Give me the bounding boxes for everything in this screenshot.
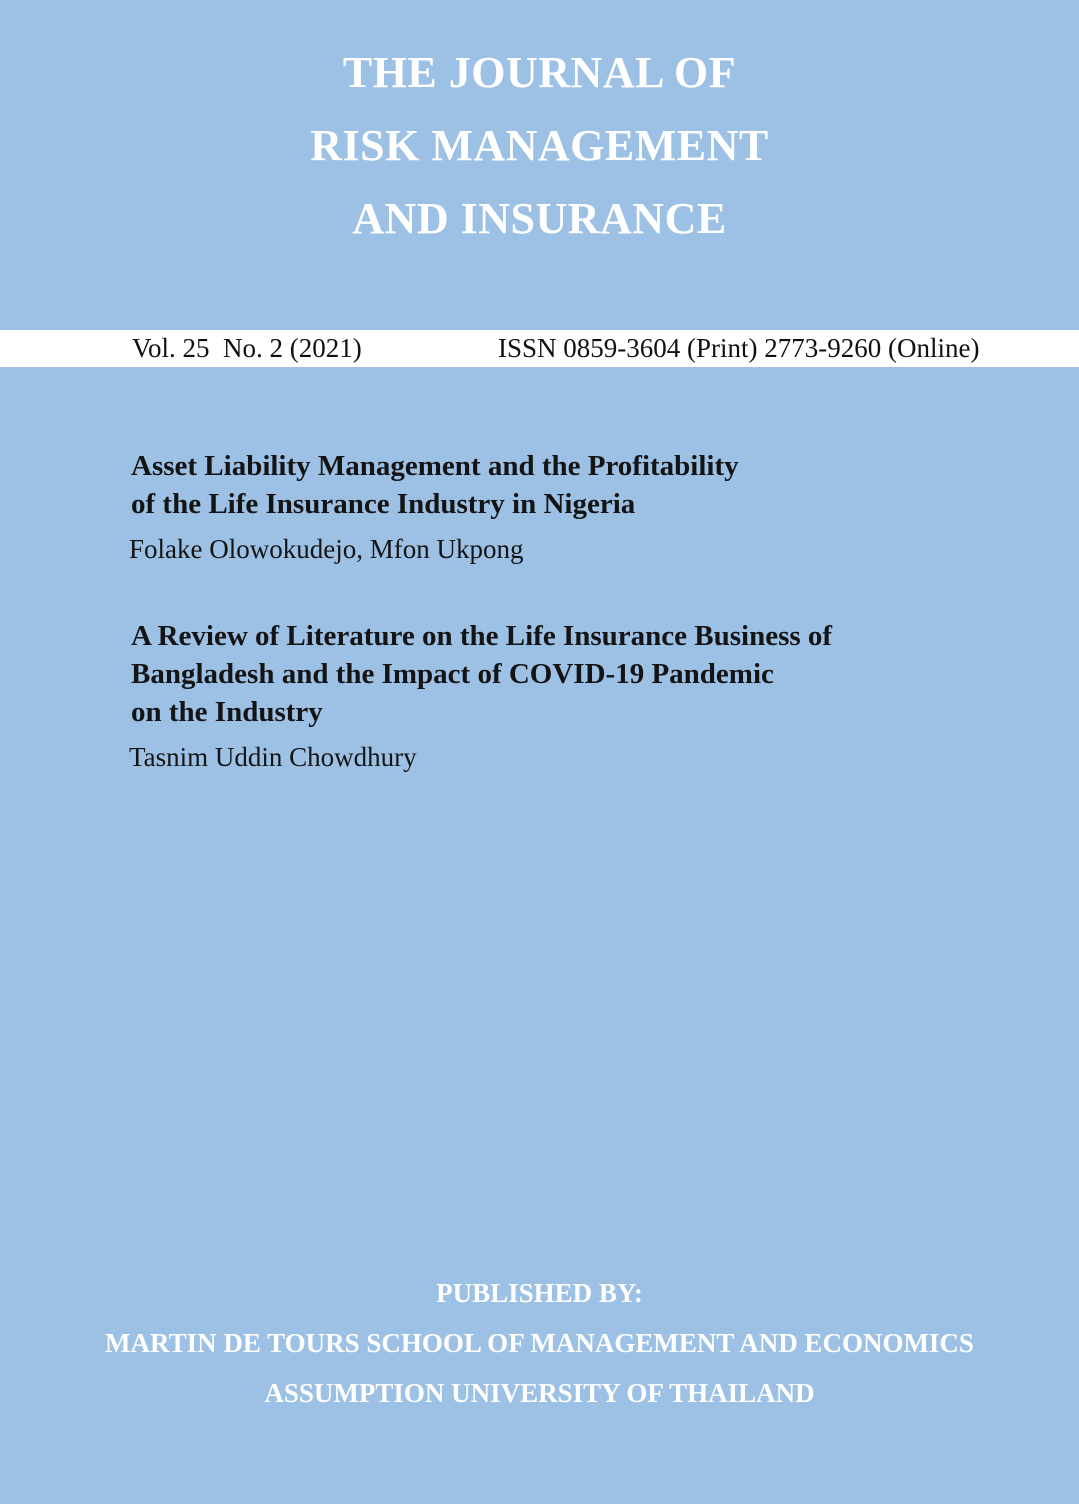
article-title-line: A Review of Literature on the Life Insurance Business of xyxy=(131,620,833,652)
article-authors: Folake Olowokudejo, Mfon Ukpong xyxy=(129,534,524,564)
publisher-block xyxy=(0,1268,1079,1418)
article-entry xyxy=(131,617,991,773)
article-title xyxy=(131,447,991,523)
article-authors: Tasnim Uddin Chowdhury xyxy=(129,742,417,772)
article-title-line: Bangladesh and the Impact of COVID-19 Pandemic xyxy=(131,658,774,690)
publisher-university: ASSUMPTION UNIVERSITY OF THAILAND xyxy=(264,1378,815,1408)
article-title-line: Asset Liability Management and the Profitability xyxy=(131,450,739,482)
journal-title-line: THE JOURNAL OF xyxy=(342,48,737,97)
journal-title xyxy=(0,36,1079,255)
issue-band xyxy=(0,330,1079,367)
article-title-line: on the Industry xyxy=(131,696,323,728)
journal-title-line: RISK MANAGEMENT xyxy=(310,121,769,170)
publisher-heading: PUBLISHED BY: xyxy=(436,1278,643,1308)
issue-volume: Vol. 25 No. 2 (2021) xyxy=(132,333,362,363)
issue-issn: ISSN 0859-3604 (Print) 2773-9260 (Online) xyxy=(498,333,980,363)
article-entry xyxy=(131,447,991,565)
article-title xyxy=(131,617,991,731)
journal-title-line: AND INSURANCE xyxy=(352,194,727,243)
publisher-school: MARTIN DE TOURS SCHOOL OF MANAGEMENT AND ECONOMICS xyxy=(105,1328,974,1358)
article-title-line: of the Life Insurance Industry in Nigeria xyxy=(131,488,636,520)
